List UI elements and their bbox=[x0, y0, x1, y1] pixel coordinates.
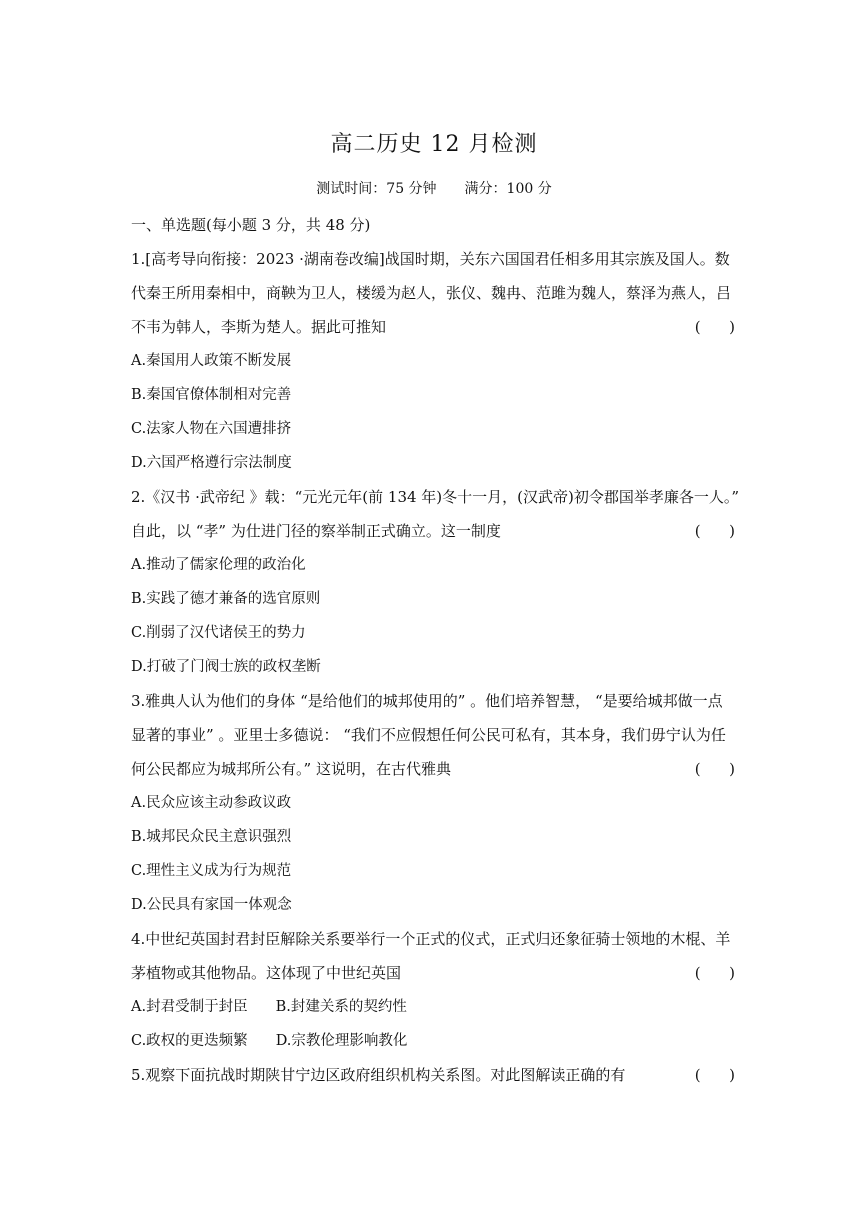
answer-blank: ( ) bbox=[694, 318, 735, 336]
question-1-line-2: 代秦王所用秦相中，商鞅为卫人，楼缓为赵人，张仪、魏冉、范雎为魏人，蔡泽为燕人，吕 bbox=[131, 284, 732, 302]
question-4-option-b: B.封建关系的契约性 bbox=[275, 999, 407, 1015]
question-4-line-2: 茅植物或其他物品。这体现了中世纪英国 bbox=[131, 964, 402, 982]
question-3-line-1: 3.雅典人认为他们的身体 “是给他们的城邦使用的” 。他们培养智慧， “是要给城邦做一点 bbox=[131, 692, 723, 710]
question-1-line-3: 不韦为韩人，李斯为楚人。据此可推知 bbox=[131, 318, 387, 336]
question-5-line-1: 5.观察下面抗战时期陕甘宁边区政府组织机构关系图。对此图解读正确的有 bbox=[131, 1066, 626, 1084]
exam-meta bbox=[0, 178, 868, 200]
exam-time: 测试时间：75 分钟 bbox=[316, 181, 437, 197]
question-2 bbox=[131, 480, 740, 684]
question-2-line-2: 自此，以 “孝” 为仕进门径的察举制正式确立。这一制度 bbox=[131, 522, 501, 540]
answer-blank: ( ) bbox=[694, 522, 735, 540]
question-3-option-a: A.民众应该主动参政议政 bbox=[131, 795, 292, 811]
question-2-option-d: D.打破了门阀士族的政权垄断 bbox=[131, 659, 321, 675]
page-title: 高二历史 12 月检测 bbox=[330, 132, 538, 157]
question-2-line-1: 2.《汉书 ·武帝纪 》载：“元光元年(前 134 年)冬十一月，(汉武帝)初令郡国举孝廉各一人。” bbox=[131, 488, 740, 506]
question-list bbox=[131, 208, 740, 1092]
question-4-option-c: C.政权的更迭频繁 bbox=[131, 1033, 248, 1049]
question-1-last-line bbox=[131, 310, 737, 344]
exam-score: 满分：100 分 bbox=[464, 181, 552, 197]
question-3-last-line bbox=[131, 752, 737, 786]
question-1-option-b: B.秦国官僚体制相对完善 bbox=[131, 387, 292, 403]
question-4-line-1: 4.中世纪英国封君封臣解除关系要举行一个正式的仪式，正式归还象征骑士领地的木棍、羊 bbox=[131, 930, 731, 948]
question-4-option-a: A.封君受制于封臣 bbox=[131, 999, 248, 1015]
question-5 bbox=[131, 1058, 737, 1092]
answer-blank: ( ) bbox=[694, 964, 735, 982]
question-5-last-line bbox=[131, 1058, 737, 1092]
question-3-line-2: 显著的事业” 。亚里士多德说： “我们不应假想任何公民可私有，其本身，我们毋宁认为任 bbox=[131, 726, 726, 744]
question-4-option-row-2 bbox=[131, 1024, 737, 1058]
question-4-last-line bbox=[131, 956, 737, 990]
question-3-option-b: B.城邦民众民主意识强烈 bbox=[131, 829, 292, 845]
question-3-option-c: C.理性主义成为行为规范 bbox=[131, 863, 292, 879]
question-1-option-a: A.秦国用人政策不断发展 bbox=[131, 353, 292, 369]
question-4-option-row-1 bbox=[131, 990, 737, 1024]
question-2-last-line bbox=[131, 514, 737, 548]
section-title: 一、单选题(每小题 3 分，共 48 分) bbox=[131, 216, 371, 234]
question-1-line-1: 1.[高考导向衔接：2023 ·湖南卷改编]战国时期，关东六国国君任相多用其宗族及国人。数 bbox=[131, 250, 730, 268]
question-3 bbox=[131, 684, 737, 922]
question-1 bbox=[131, 242, 737, 480]
question-3-option-d: D.公民具有家国一体观念 bbox=[131, 897, 292, 913]
question-2-option-b: B.实践了德才兼备的选官原则 bbox=[131, 591, 321, 607]
question-1-option-d: D.六国严格遵行宗法制度 bbox=[131, 455, 292, 471]
answer-blank: ( ) bbox=[694, 1066, 735, 1084]
question-1-option-c: C.法家人物在六国遭排挤 bbox=[131, 421, 292, 437]
question-2-option-c: C.削弱了汉代诸侯王的势力 bbox=[131, 625, 306, 641]
question-4-option-d: D.宗教伦理影响教化 bbox=[275, 1033, 408, 1049]
question-2-option-a: A.推动了儒家伦理的政治化 bbox=[131, 557, 306, 573]
question-4 bbox=[131, 922, 737, 1058]
answer-blank: ( ) bbox=[694, 760, 735, 778]
question-3-line-3: 何公民都应为城邦所公有。” 这说明，在古代雅典 bbox=[131, 760, 451, 778]
